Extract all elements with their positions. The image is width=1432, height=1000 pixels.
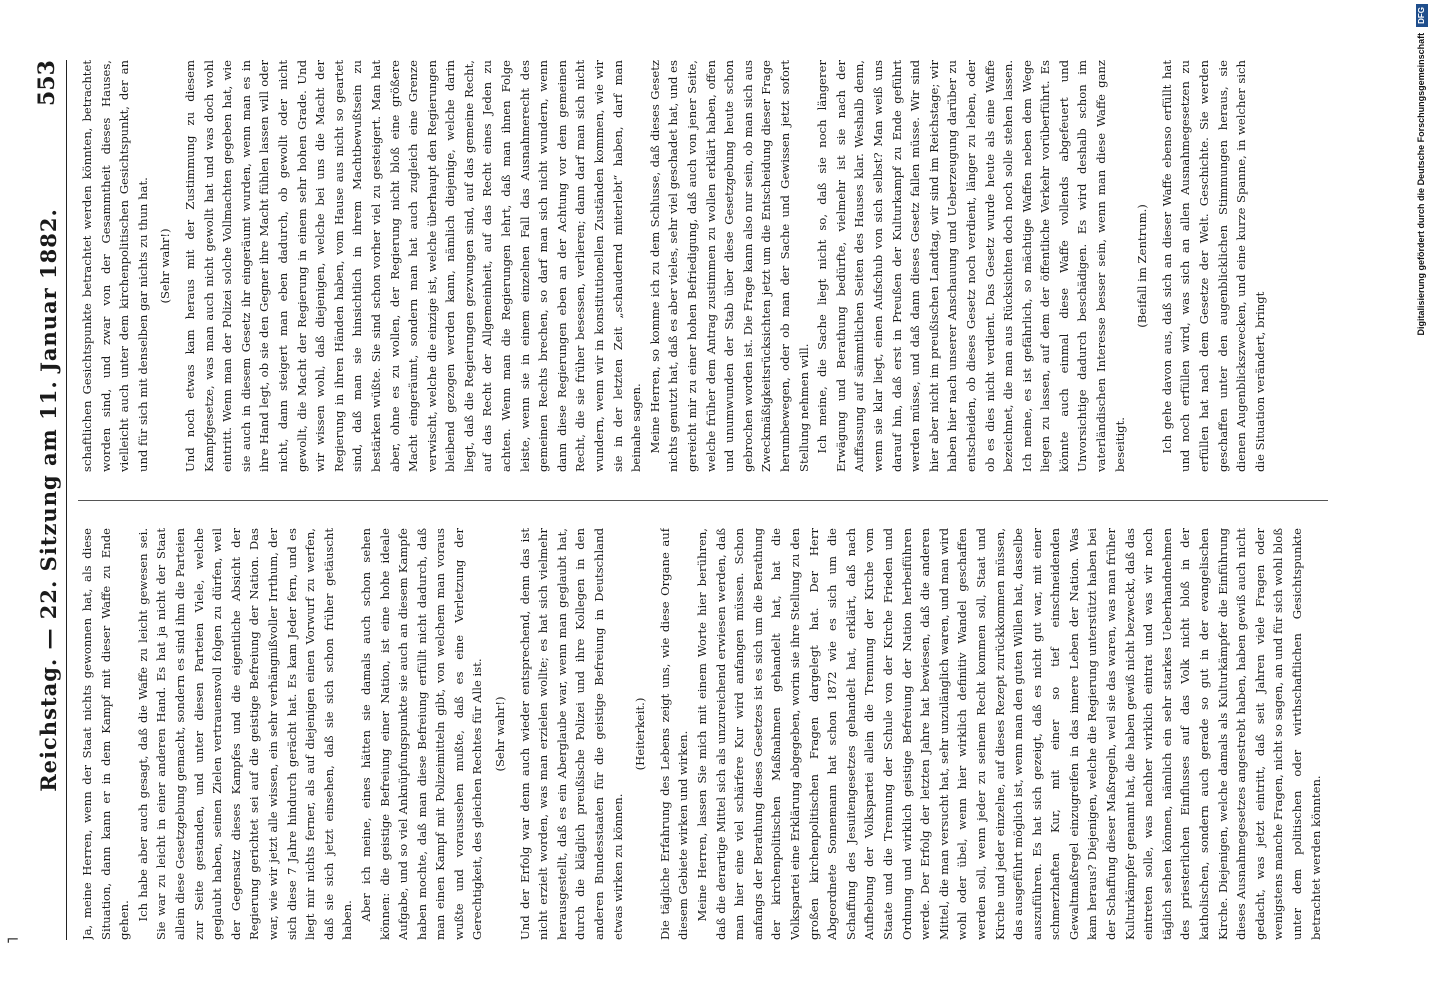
digitization-credit — [1414, 4, 1428, 998]
margin-mark-glyph: ⌐ — [6, 930, 20, 949]
right-column — [78, 60, 1328, 472]
running-head: Reichstag. — 22. Sitzung am 11. Januar 1882. — [36, 208, 61, 792]
paragraph: Aber ich meine, eines hätten sie damals auch schon sehen können: die geistige Befreiung einer Nation, ist eine hohe ideale Aufgabe, und so viel Anknüpfungspunkte sie auch an diesem Kampfe haben mochte, daß man diese Befreiung erfüllt nicht dadurch, daß man einen Kampf mit Polizeimitteln gibt, von welchem man voraus wußte und voraussehen mußte, daß es eine Verletzung der Gerechtigkeit, des gleichen Rechtes für Alle ist. — [358, 528, 485, 940]
paragraph: Ich habe aber auch gesagt, daß die Waffe zu leicht gewesen sei. Sie war zu leicht in einer anderen Hand. Es hat ja nicht der Staat allein diese Gesetzgebung gemacht, sondern es sind ihm die Parteien zur Seite gestanden, und unter diesen Parteien Viele, welche geglaubt haben, seinen Zielen vertrauensvoll folgen zu dürfen, weil der Gegensatz dieses Kampfes und die eigentliche Absicht der Regierung gerichtet sei auf die geistige Befreiung der Nation. Das war, wie wir jetzt alle wissen, ein sehr verhängnißvoller Irrthum, der sich diese 7 Jahre hindurch gerächt hat. Es kam Jeder fern, und es liegt mir nichts ferner, als auf diejenigen einen Vorwurf zu werfen, daß sie sich jetzt einsehen, daß sie sich schon früher getäuscht haben. — [135, 528, 355, 940]
paragraph: Meine Herren, lassen Sie mich mit einem Worte hier berühren, daß die derartige Mittel sich als unzureichend erwiesen werden, daß man hier eine viel schärfere Kur wird anfangen müssen. Schon anfangs der Berathung dieses Gesetzes ist es sich um die Berathung der kirchenpolitischen Maßnahmen gehandelt hat, hat die Volkspartei eine Erklärung abgegeben, worin sie ihre Stellung zu den großen kirchenpolitischen Fragen dargelegt hat. Der Herr Abgeordnete Sonnemann hat schon 1872 wie es sich um die Schaffung des Jesuitengesetzes gehandelt hat, erklärt, daß nach Aufhebung der Volkspartei allein die Trennung der Kirche vom Staate und die Trennung der Schule von der Kirche Frieden und Ordnung und wirklich geistige Befreiung der Nation herbeiführen werde. Der Erfolg der letzten Jahre hat bewiesen, daß die anderen Mittel, die man versucht hat, sehr unzulänglich waren, und man wird wohl oder übel, wenn hier wirklich definitiv Wandel geschaffen werden soll, wenn jeder zu seinem Recht kommen soll, Staat und Kirche und jeder einzelne, auf dieses Rezept zurückkommen müssen, das ausgeführt möglich ist, wenn man den guten Willen hat, dasselbe auszuführen. Es hat sich gezeigt, daß es nicht gut war, mit einer schmerzhaften Kur, mit einer so tief einschneidenden Gewaltmaßregel einzugreifen in das innere Leben der Nation. Was kam heraus? Diejenigen, welche die Regierung unterstützt haben bei der Schaffung dieser Maßregeln, weil sie das waren, was man früher Kulturkämpfer genannt hat, die haben gewiß nicht bezweckt, daß das eintreten solle, was nachher wirklich eintrat und was wir noch täglich sehen können, nämlich ein sehr starkes Ueberhandnehmen des priesterlichen Einflusses auf das Volk nicht bloß in der katholischen, sondern auch gerade so gut in der evangelischen Kirche. Diejenigen, welche damals als Kulturkämpfer die Einführung dieses Ausnahmegesetzes angestrebt haben, haben gewiß auch nicht gedacht, was jetzt eintritt, daß seit Jahren viele Fragen oder wenigstens manche Fragen, nicht so sagen, an und für sich wohl bloß unter dem politischen oder wirthschaftlichen Gesichtspunkte betrachtet werden könnten. — [695, 528, 1323, 940]
paragraph: Und noch etwas kam heraus mit der Zustimmung zu diesem Kampfgesetze, was man auch nicht gewollt hat und was doch wohl eintritt. Wenn man der Polizei solche Vollmachten gegeben hat, wie sie auch in diesem Gesetz ihr eingeräumt wurden, wenn man es in ihre Hand legt, ob sie den Gegner ihre Macht fühlen lassen will oder nicht, dann steigert man eben dadurch, ob gewollt oder nicht gewollt, die Macht der Regierung in einem sehr hohen Grade. Und wir wissen wohl, daß diejenigen, welche bei uns die Macht der Regierung in ihren Händen haben, vom Hause aus nicht so geartet sind, daß man sie hinsichtlich in ihrem Machtbewußtsein zu bestärken wüßte. Sie sind schon vorher viel zu gesteigert. Man hat aber, ohne es zu wollen, der Regierung nicht bloß eine größere Macht eingeräumt, sondern man hat auch zugleich eine Grenze verwischt, welche die einzige ist, welche überhaupt den Regierungen bleibend gezogen werden kann, nämlich diejenige, welche darin liegt, daß die Regierungen gezwungen sind, auf das gemeine Recht, auf das Recht der Allgemeinheit, auf das Recht eines Jeden zu achten. Wenn man die Regierungen lehrt, daß man ihnen Folge leiste, wenn sie in einem einzelnen Fall das Ausnahmerecht des gemeinen Rechts brechen, so darf man sich nicht wundern, wenn dann diese Regierungen eben an der Achtung vor dem gemeinen Recht, die sie früher besessen, verlieren; dann darf man sich nicht wundern, wenn wir in konstitutionellen Zuständen kommen, wie wir sie in der letzten Zeit „schaudernd miterlebt“ haben, darf man beinahe sagen. — [182, 60, 644, 472]
paragraph: Ja, meine Herren, wenn der Staat nichts gewonnen hat, als diese Situation, dann kann er in dem Kampf mit dieser Waffe zu Ende gehen. — [80, 528, 132, 940]
interjection: (Sehr wahr!) — [493, 696, 508, 772]
interjection: (Sehr wahr!) — [158, 228, 173, 304]
paragraph: schaftlichen Gesichtspunkte betrachtet werden könnten, betrachtet worden sind, und zwar von der Gesammtheit dieses Hauses, vielleicht auch unter dem kirchenpolitischen Gesichtspunkt, der an und für sich mit denselben gar nichts zu thun hat. — [80, 60, 150, 472]
interjection: (Beifall im Zentrum.) — [1135, 204, 1150, 328]
paragraph: Ich gehe davon aus, daß sich an dieser Waffe ebenso erfüllt hat und noch erfüllen wird, was sich an allen Ausnahmegesetzen zu erfüllen hat nach dem Gesetze der Welt. Geschichte. Sie werden geschaffen unter den augenblicklichen Stimmungen heraus, sie dienen Augenblickszwecken, und eine kurze Spanne, in welcher sich die Situation verändert, bringt — [1159, 60, 1267, 472]
credit-text: Digitalisierung gefördert durch die Deutsche Forschungsgemeinschaft — [1416, 32, 1426, 336]
paragraph: Und der Erfolg war denn auch wieder entsprechend, denn das ist nicht erzielt worden, was man erzielen wollte; es hat sich vielmehr herausgestellt, daß es ein Aberglaube war, wenn man geglaubt hat, durch die kläglich preußische Polizei und ihre Kollegen in den anderen Bundesstaaten für die geistige Befreiung in Deutschland etwas wirken zu können. — [517, 528, 625, 940]
dfg-logo: DFG — [1416, 4, 1428, 27]
page-number: 553 — [34, 60, 60, 106]
interjection: (Heiterkeit.) — [633, 697, 648, 771]
paragraph: Die tägliche Erfahrung des Lebens zeigt uns, wie diese Organe auf diesem Gebiete wirken und wirken. — [657, 528, 691, 940]
column-divider — [78, 500, 1328, 501]
digitization-credit-text — [1414, 4, 1428, 998]
paragraph: Meine Herren, so komme ich zu dem Schlusse, daß dieses Gesetz nichts genutzt hat, daß es aber vieles, sehr viel geschadet hat, und es gereicht mir zu einer hohen Befriedigung, daß auch von jener Seite, welche früher dem Antrag zustimmen zu wollen erklärt haben, offen und unumwunden der Stab über diese Gesetzgebung heute schon gebrochen worden ist. Die Frage kann also nur sein, ob man sich aus Zweckmäßigkeitsrücksichten jetzt um die Entscheidung dieser Frage herumbewegen, oder ob man der Sache und Gewissen jetzt sofort Stellung nehmen will. — [647, 60, 811, 472]
paragraph: Ich meine, die Sache liegt nicht so, daß sie noch längerer Erwägung und Berathung bedürfte, vielmehr ist sie nach der Auffassung auf sämmtlichen Seiten des Hauses klar. Weshalb denn, wenn sie klar liegt, einen Aufschub von sich selbst? Man weiß uns darauf hin, daß erst in Preußen der Kulturkampf zu Ende geführt werden müsse, und daß dann dieses Gesetz fallen müsse. Wir sind hier aber nicht im preußischen Landtag, wir sind im Reichstage; wir haben hier nach unserer Anschauung und Ueberzeugung darüber zu entscheiden, ob dieses Gesetz noch verdient, länger zu leben, oder ob es dies nicht verdient. Das Gesetz wurde heute als eine Waffe bezeichnet, die man aus Rücksichten doch noch solle stehen lassen. Ich meine, es ist gefährlich, so mächtige Waffen neben dem Wege liegen zu lassen, auf dem der öffentliche Verkehr vorüberführt. Es könnte auch einmal diese Waffe vollends abgefeuert und Unvorsichtige dadurch beschädigen. Es wird deshalb schon im vaterländischen Interesse besser sein, wenn man diese Waffe ganz beseitigt. — [815, 60, 1127, 472]
left-column — [78, 528, 1328, 940]
margin-mark — [6, 930, 20, 960]
page-header — [30, 60, 67, 940]
